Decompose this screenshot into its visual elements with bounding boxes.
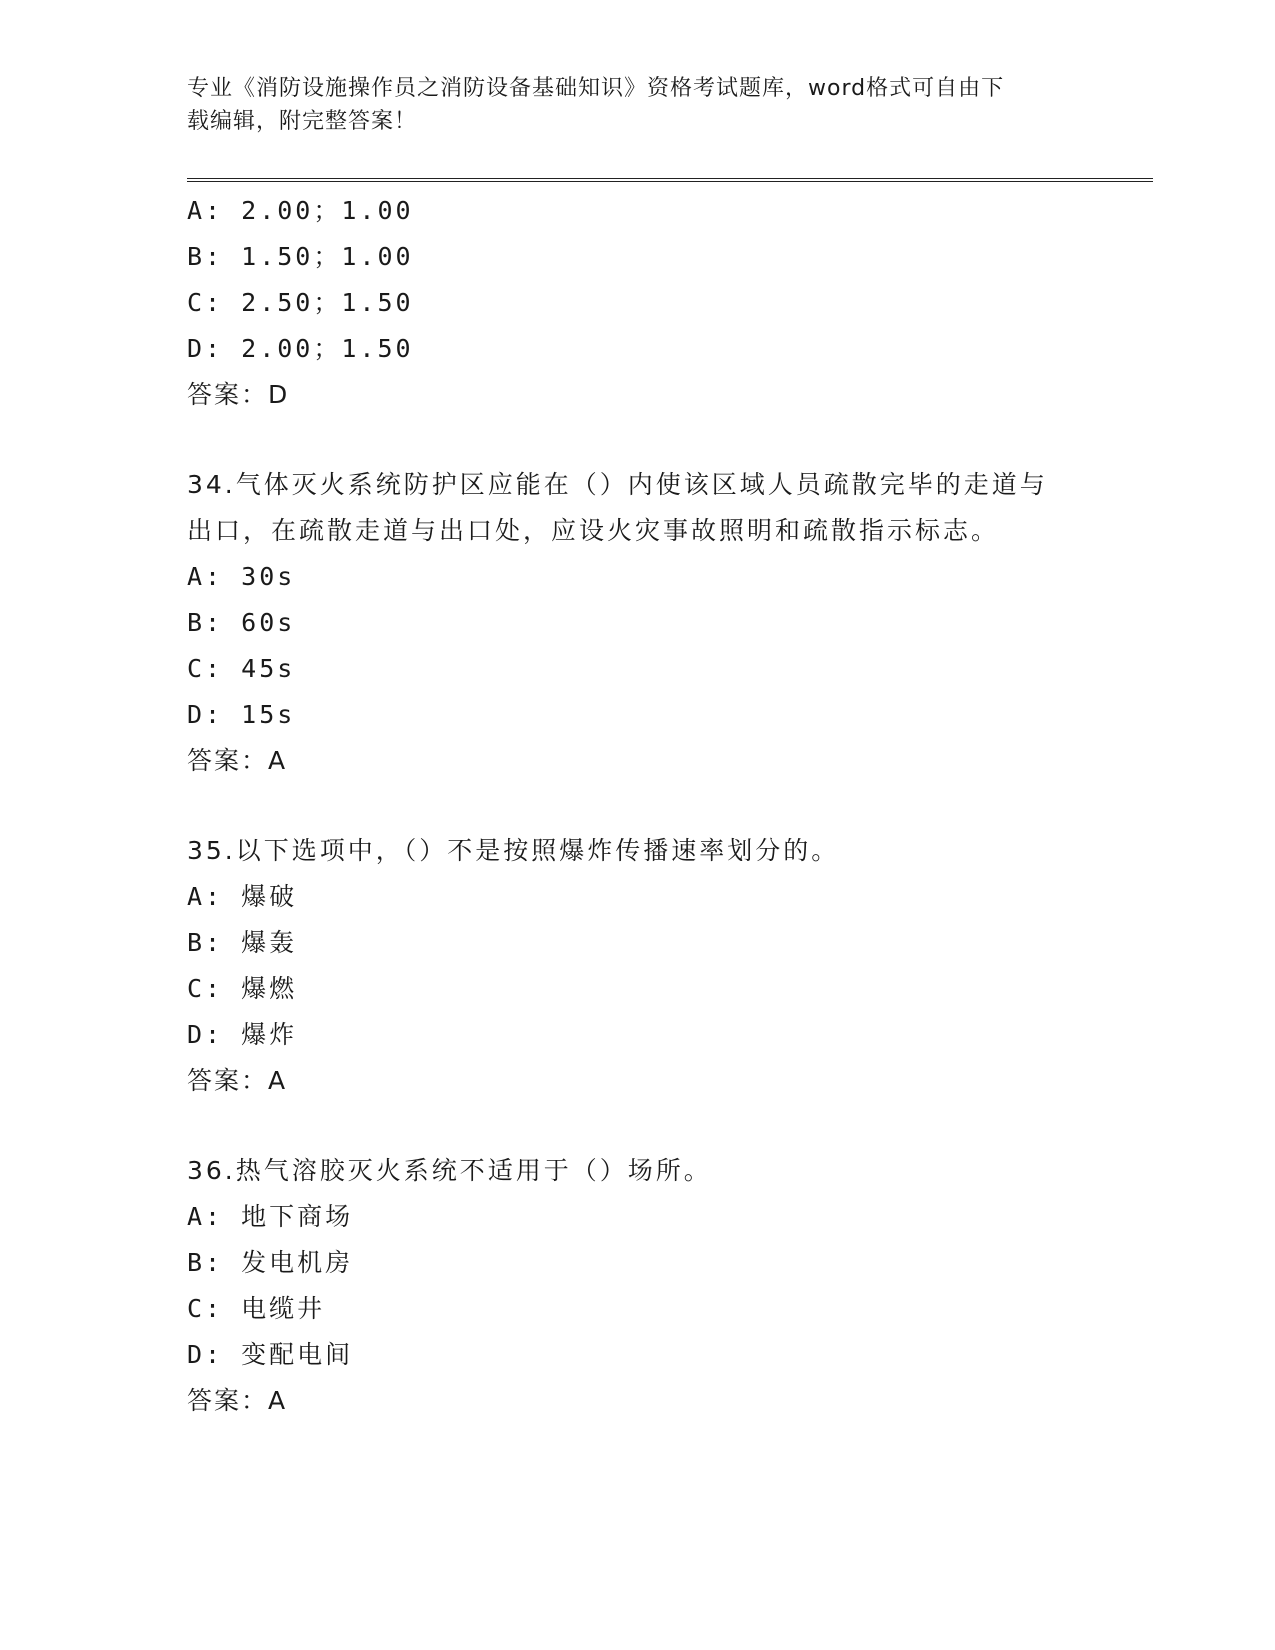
question-text-line-1: 36.热气溶胶灭火系统不适用于（）场所。 xyxy=(187,1156,712,1185)
option-a: A: 2.00；1.00 xyxy=(187,196,414,225)
question-text-line-2: 出口，在疏散走道与出口处，应设火灾事故照明和疏散指示标志。 xyxy=(187,516,1000,545)
option-b: B: 发电机房 xyxy=(187,1248,354,1277)
option-a: A: 地下商场 xyxy=(187,1202,354,1231)
option-d: D: 2.00；1.50 xyxy=(187,334,414,363)
question-34 xyxy=(187,462,1087,784)
option-a: A: 爆破 xyxy=(187,882,298,911)
option-b: B: 60s xyxy=(187,608,296,637)
answer: 答案：A xyxy=(187,746,288,775)
option-d: D: 爆炸 xyxy=(187,1020,298,1049)
question-36 xyxy=(187,1148,1087,1424)
option-d: D: 变配电间 xyxy=(187,1340,354,1369)
question-35 xyxy=(187,828,1087,1104)
page-header xyxy=(187,72,1087,138)
document-body xyxy=(187,188,1087,1424)
option-d: D: 15s xyxy=(187,700,296,729)
answer: 答案：A xyxy=(187,1066,288,1095)
header-line-2: 载编辑，附完整答案！ xyxy=(187,109,418,134)
option-a: A: 30s xyxy=(187,562,296,591)
answer: 答案：D xyxy=(187,380,290,409)
question-33-tail xyxy=(187,188,1087,418)
option-b: B: 爆轰 xyxy=(187,928,298,957)
question-text-line-1: 35.以下选项中，（）不是按照爆炸传播速率划分的。 xyxy=(187,836,840,865)
question-text-line-1: 34.气体灭火系统防护区应能在（）内使该区域人员疏散完毕的走道与 xyxy=(187,470,1048,499)
header-divider xyxy=(187,178,1153,182)
header-line-1: 专业《消防设施操作员之消防设备基础知识》资格考试题库，word格式可自由下 xyxy=(187,76,1005,101)
option-c: C: 爆燃 xyxy=(187,974,298,1003)
answer: 答案：A xyxy=(187,1386,288,1415)
option-c: C: 电缆井 xyxy=(187,1294,326,1323)
option-c: C: 2.50；1.50 xyxy=(187,288,414,317)
option-c: C: 45s xyxy=(187,654,296,683)
option-b: B: 1.50；1.00 xyxy=(187,242,414,271)
